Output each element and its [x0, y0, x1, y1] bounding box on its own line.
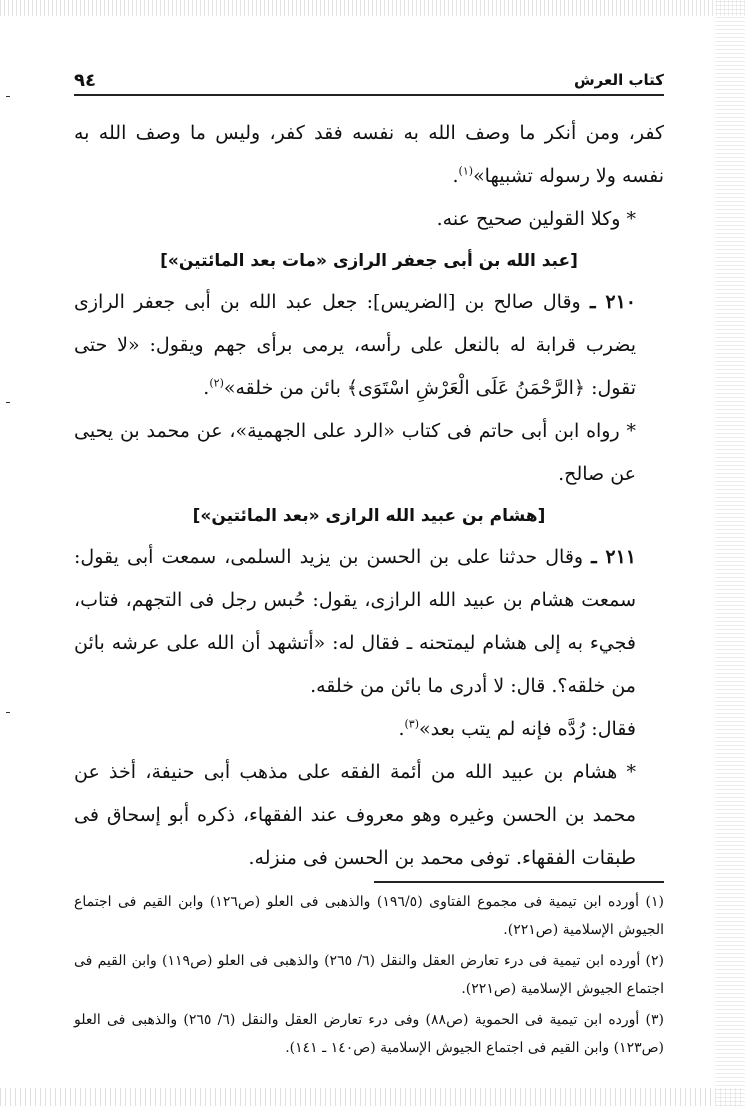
paragraph: كفر، ومن أنكر ما وصف الله به نفسه فقد كفر، وليس ما وصف الله به نفسه ولا رسوله تشبيها»$^{(١)}$.	[74, 122, 664, 187]
footnote: (٢) أورده ابن تيمية فى درء تعارض العقل والنقل (٦/ ٢٦٥) والذهبى فى العلو (ص١١٩) وابن القيم فى اجتماع الجيوش الإسلامية (ص٢٢١).	[74, 953, 664, 997]
footnote-divider	[374, 881, 664, 883]
edge-mark	[6, 712, 10, 713]
page-number: ٩٤	[74, 69, 96, 91]
scan-border-top	[0, 0, 745, 16]
footnote-ref: (١)	[458, 164, 474, 178]
narration-number: ٢١٠ ـ	[589, 291, 636, 313]
running-title: كتاب العرش	[573, 71, 664, 89]
section-heading: [هشام بن عبيد الله الرازى «بعد المائتين»]	[192, 506, 546, 526]
paragraph: * هشام بن عبيد الله من أئمة الفقه على مذهب أبى حنيفة، أخذ عن محمد بن الحسن وغيره وهو معروف عند الفقهاء، ذكره أبو إسحاق فى طبقات الفقهاء. توفى محمد بن الحسن فى منزله.	[74, 761, 636, 869]
paragraph: * رواه ابن أبى حاتم فى كتاب «الرد على الجهمية»، عن محمد بن يحيى عن صالح.	[74, 420, 636, 485]
paragraph: * وكلا القولين صحيح عنه.	[436, 208, 636, 230]
paragraph: فقال: رُدَّه فإنه لم يتب بعد»$^{(٣)}$.	[398, 717, 636, 740]
edge-mark	[6, 402, 10, 403]
footnote: (١) أورده ابن تيمية فى مجموع الفتاوى (١٩٦/٥) والذهبى فى العلو (ص١٢٦) وابن القيم فى اجتماع الجيوش الإسلامية (ص٢٢١).	[74, 894, 664, 938]
scan-border-bottom	[0, 1088, 745, 1106]
footnote-ref: (٣)	[404, 717, 419, 731]
narration-number: ٢١١ ـ	[591, 546, 637, 568]
footnote-ref: (٢)	[209, 376, 224, 390]
footnotes	[74, 888, 664, 1065]
page-header	[74, 66, 664, 96]
footnote: (٣) أورده ابن تيمية فى الحموية (ص٨٨) وفى درء تعارض العقل والنقل (٦/ ٢٦٥) والذهبى فى العلو (ص١٢٣) وابن القيم فى اجتماع الجيوش الإسلامية (ص١٤٠ ـ ١٤١).	[74, 1012, 664, 1056]
edge-mark	[6, 96, 10, 97]
scan-border-right	[715, 0, 745, 1106]
main-text	[74, 112, 664, 880]
paragraph: ٢١١ ـ وقال حدثنا على بن الحسن بن يزيد السلمى، سمعت أبى يقول: سمعت هشام بن عبيد الله الرازى، يقول: حُبس رجل فى التجهم، فتاب، فجيء به إلى هشام ليمتحنه ـ فقال له: «أتشهد أن الله على عرشه بائن من خلقه؟. قال: لا أدرى ما بائن من خلقه.	[74, 546, 637, 697]
paragraph: ٢١٠ ـ وقال صالح بن [الضريس]: جعل عبد الله بن أبى جعفر الرازى يضرب قرابة له بالنعل على رأسه، يرمى برأى جهم ويقول: «لا حتى تقول: ﴿الرَّحْمَنُ عَلَى الْعَرْشِ اسْتَوَى﴾ بائن من خلقه»$^{(٢)}$.	[74, 291, 636, 399]
section-heading: [عبد الله بن أبى جعفر الرازى «مات بعد المائتين»]	[160, 251, 578, 271]
